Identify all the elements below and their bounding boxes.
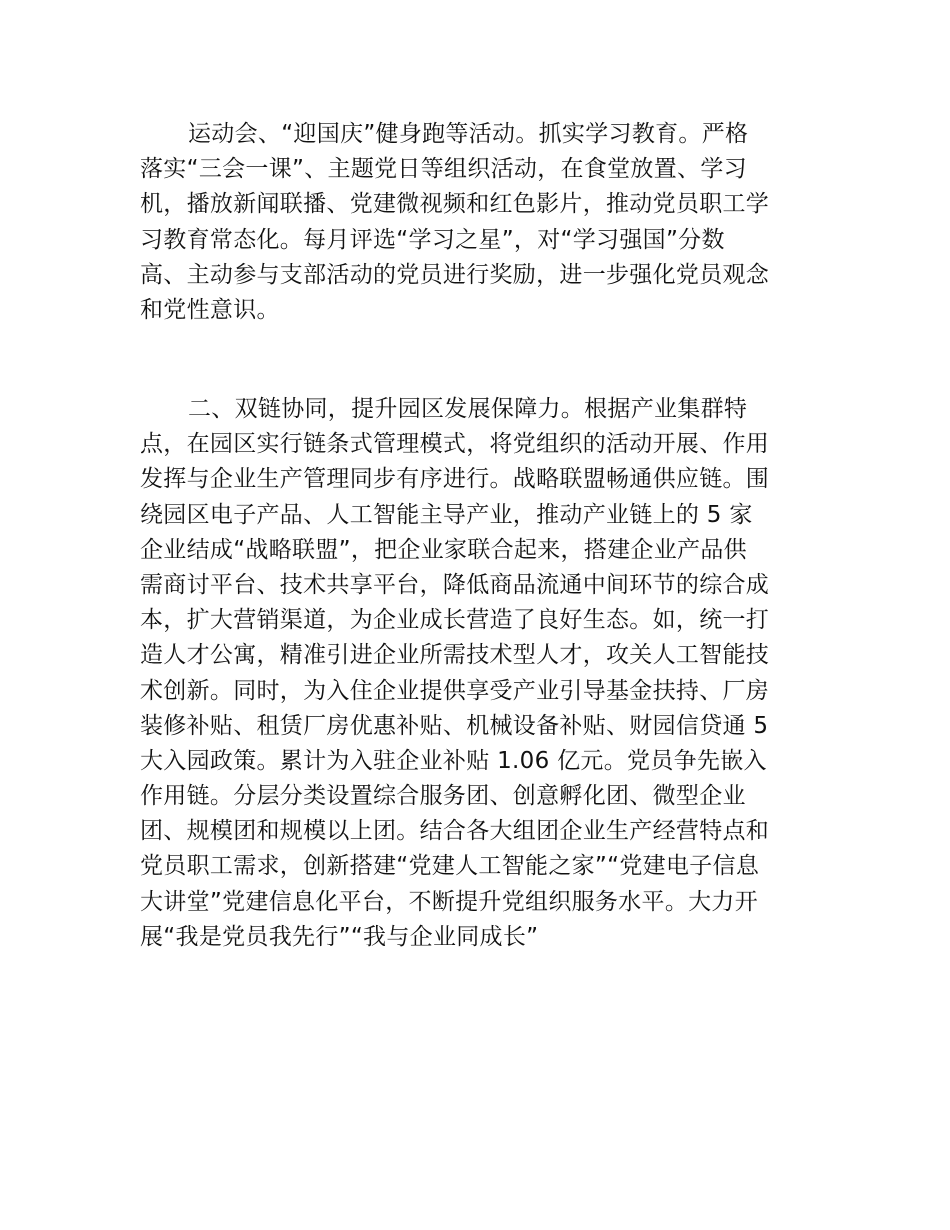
text-line: 大讲堂”党建信息化平台，不断提升党组织服务水平。大力开 [140, 888, 759, 915]
text-line: 机，播放新闻联播、党建微视频和红色影片，推动党员职工学 [140, 191, 770, 218]
text-line: 展“我是党员我先行”“我与企业同成长” [140, 923, 539, 950]
text-line: 作用链。分层分类设置综合服务团、创意孵化团、微型企业 [140, 783, 746, 810]
body-paragraph-1 [140, 117, 812, 328]
text-line: 需商讨平台、技术共享平台，降低商品流通中间环节的综合成 [140, 571, 770, 598]
text-line: 造人才公寓，精准引进企业所需技术型人才，攻关人工智能技 [140, 642, 770, 669]
text-line: 装修补贴、租赁厂房优惠补贴、机械设备补贴、财园信贷通 5 [140, 712, 769, 739]
text-line: 落实“三会一课”、主题党日等组织活动，在食堂放置、学习 [140, 156, 747, 183]
text-line: 运动会、“迎国庆”健身跑等活动。抓实学习教育。严格 [188, 121, 749, 147]
text-line: 发挥与企业生产管理同步有序进行。战略联盟畅通供应链。围 [140, 466, 770, 493]
text-line: 大入园政策。累计为入驻企业补贴 1.06 亿元。党员争先嵌入 [140, 747, 767, 774]
text-line: 习教育常态化。每月评选“学习之星”，对“学习强国”分数 [140, 226, 725, 253]
text-line: 点，在园区实行链条式管理模式，将党组织的活动开展、作用 [140, 431, 770, 458]
text-line: 高、主动参与支部活动的党员进行奖励，进一步强化党员观念 [140, 261, 770, 288]
text-line: 本，扩大营销渠道，为企业成长营造了良好生态。如，统一打 [140, 607, 770, 634]
text-line: 术创新。同时，为入住企业提供享受产业引导基金扶持、厂房 [140, 677, 770, 704]
text-line: 团、规模团和规模以上团。结合各大组团企业生产经营特点和 [140, 818, 770, 845]
text-line: 和党性意识。 [140, 296, 280, 323]
text-line: 绕园区电子产品、人工智能主导产业，推动产业链上的 5 家 [140, 501, 753, 528]
text-line: 党员职工需求，创新搭建“党建人工智能之家”“党建电子信息 [140, 853, 760, 880]
body-paragraph-2 [140, 392, 812, 955]
text-line: 企业结成“战略联盟”，把企业家联合起来，搭建企业产品供 [140, 536, 747, 563]
text-line: 二、双链协同，提升园区发展保障力。根据产业集群特 [188, 396, 748, 422]
